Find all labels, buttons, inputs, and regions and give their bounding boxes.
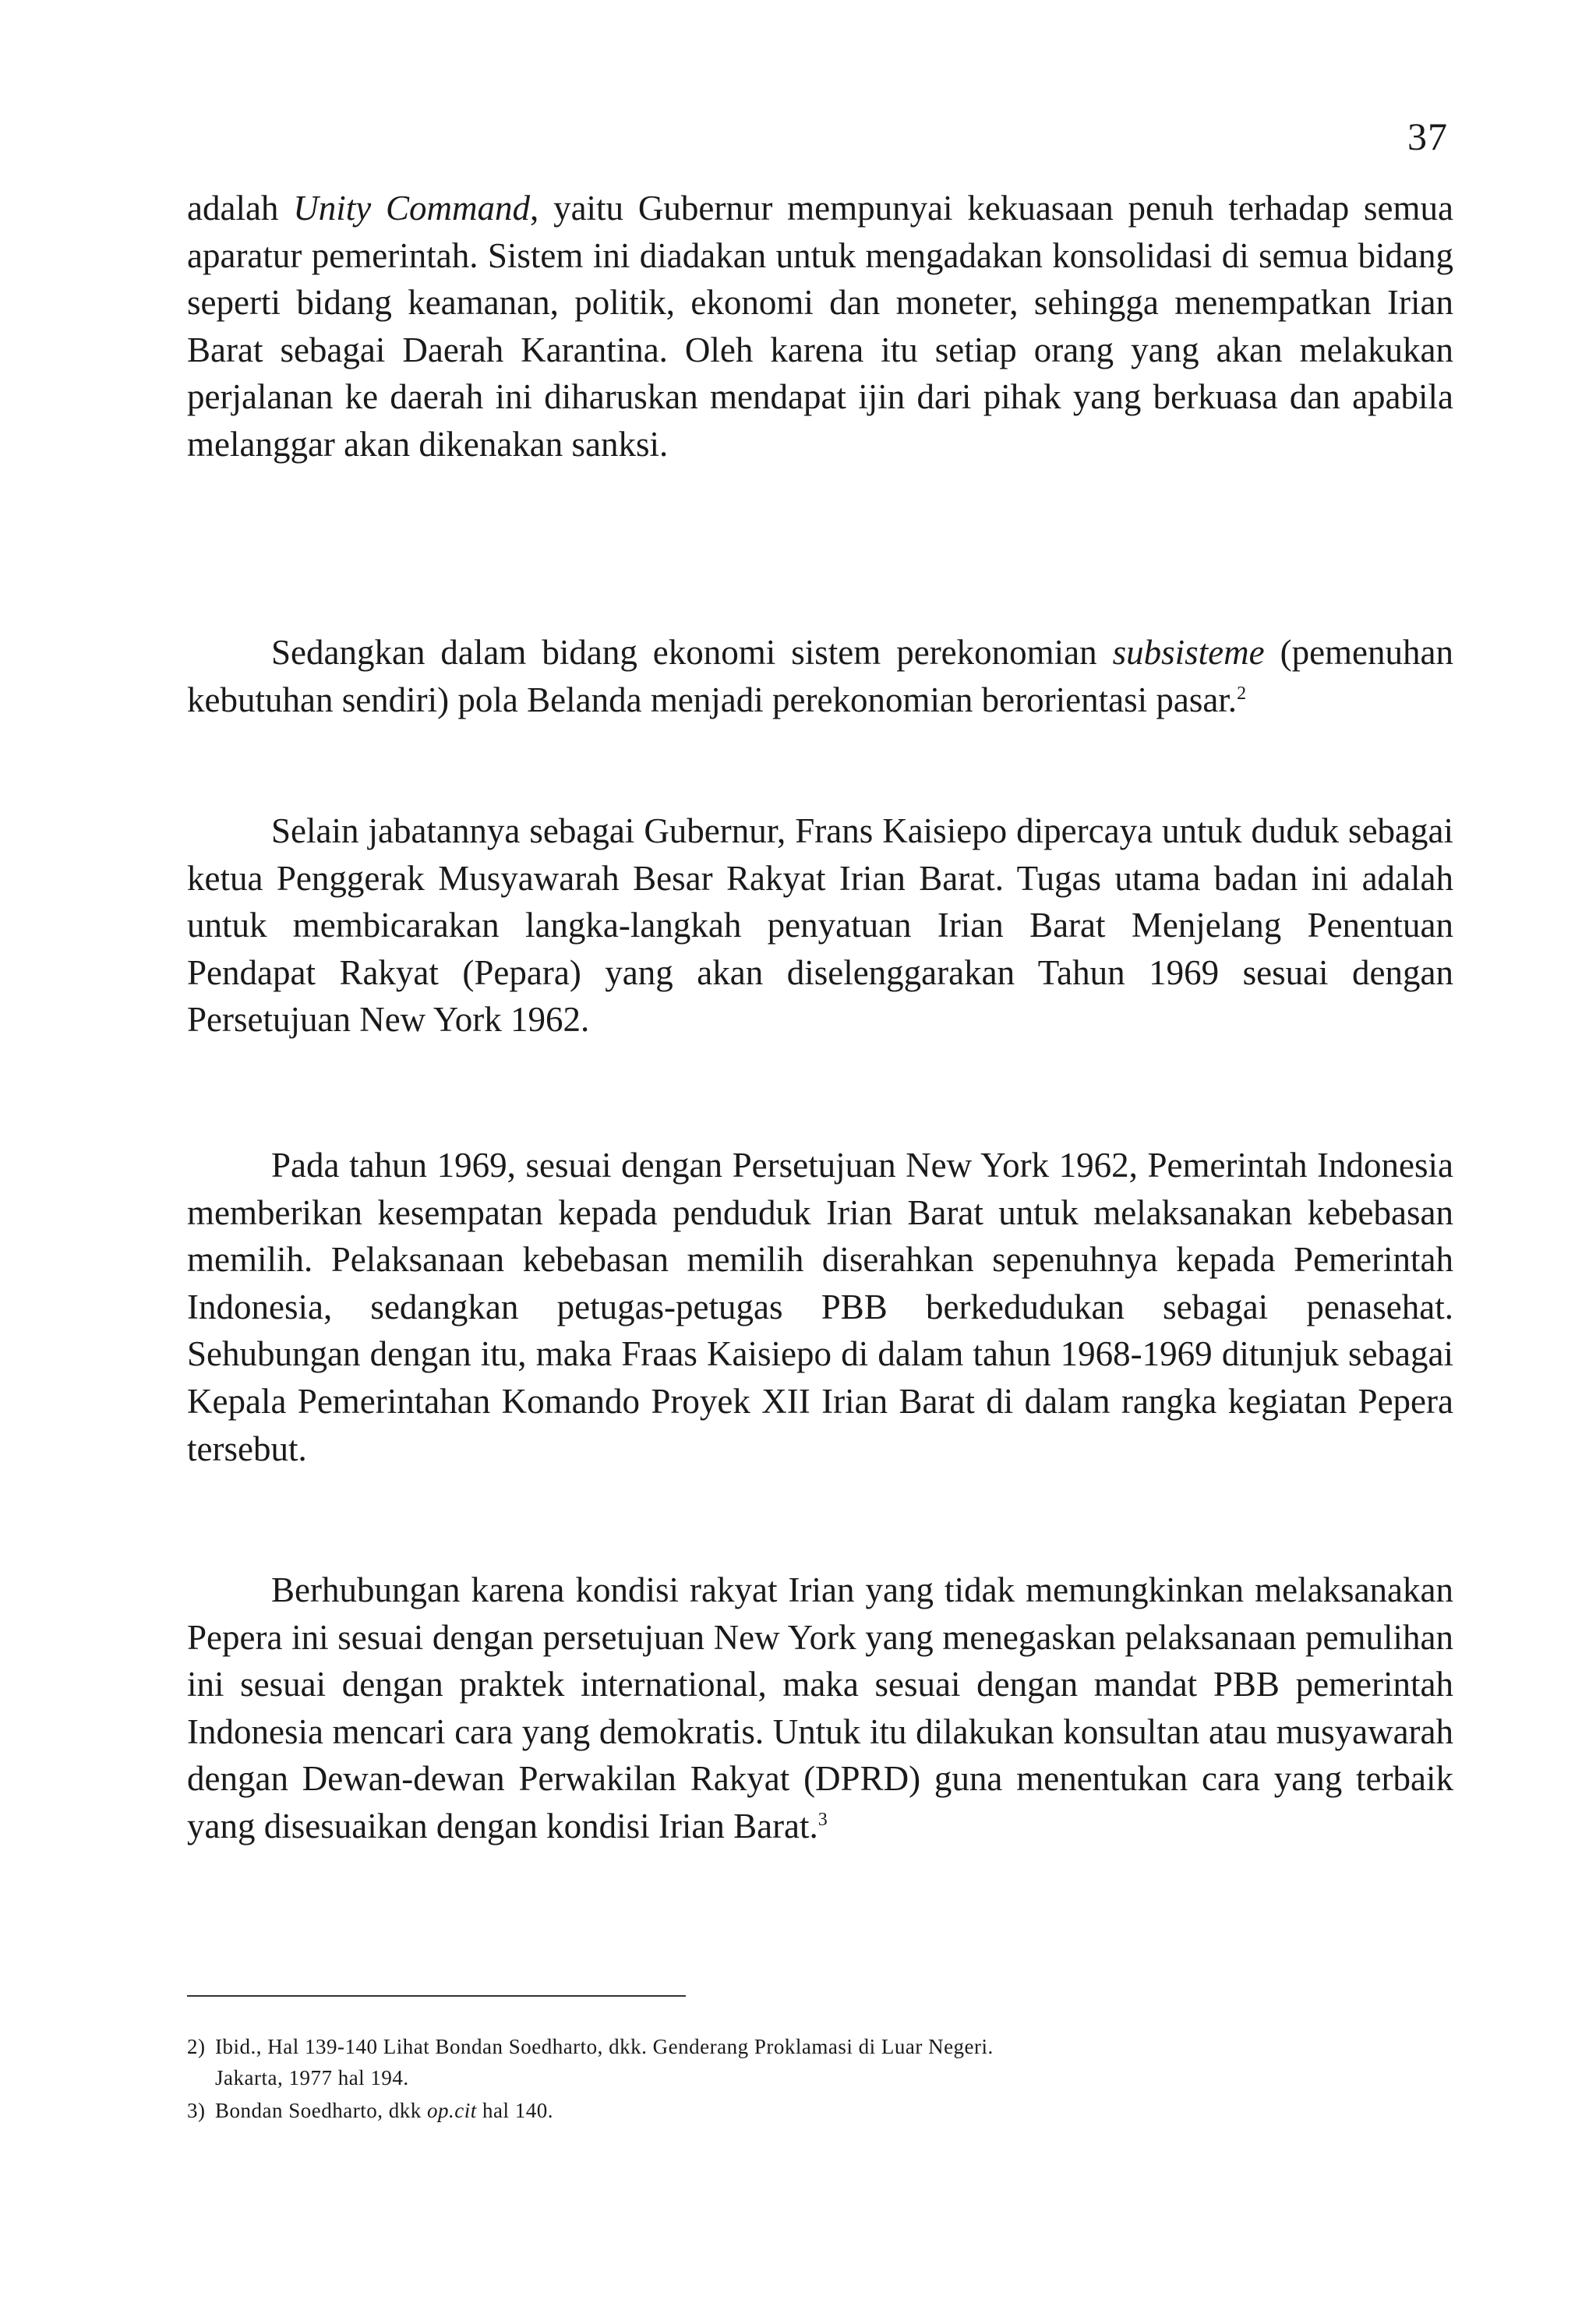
paragraph-text xyxy=(187,629,1453,723)
text-run: Berhubungan karena kondisi rakyat Irian yang tidak memungkinkan melaksanakan Pepera ini sesuai dengan persetujuan New York yang menegaskan pelaksanaan pemulihan ini sesuai dengan praktek international, maka sesuai dengan mandat PBB pemerintah Indonesia mencari cara yang demokratis. Untuk itu dilakukan konsultan atau musyawarah dengan Dewan-dewan Perwakilan Rakyat (DPRD) guna menentukan cara yang terbaik yang disesuaikan dengan kondisi Irian Barat. xyxy=(187,1570,1453,1846)
footnote-ref-2: 2 xyxy=(1237,683,1247,704)
footnote-text: Ibid., Hal 139-140 Lihat Bondan Soedharto, dkk. Genderang Proklamasi di Luar Negeri. xyxy=(215,2035,994,2058)
paragraph-2 xyxy=(187,629,1453,723)
text-run: (pemenuhan kebutuhan sendiri) pola Belanda menjadi perekonomian berorientasi pasar. xyxy=(187,633,1453,719)
paragraph-1 xyxy=(187,185,1453,468)
footnote-text: hal 140. xyxy=(476,2099,553,2122)
paragraph-text xyxy=(187,1567,1453,1850)
italic-term: Unity Command xyxy=(293,189,531,228)
page-number: 37 xyxy=(1407,115,1448,158)
paragraph-text xyxy=(187,185,1453,468)
paragraph-text: Pada tahun 1969, sesuai dengan Persetujuan New York 1962, Pemerintah Indonesia memberikan kesempatan kepada penduduk Irian Barat untuk melaksanakan kebebasan memilih. Pelaksanaan kebebasan memilih diserahkan sepenuhnya kepada Pemerintah Indonesia, sedangkan petugas-petugas PBB berkedudukan sebagai penasehat. Sehubungan dengan itu, maka Fraas Kaisiepo di dalam tahun 1968-1969 ditunjuk sebagai Kepala Pemerintahan Komando Proyek XII Irian Barat di dalam rangka kegiatan Pepera tersebut. xyxy=(187,1146,1453,1468)
footnote-text: Bondan Soedharto, dkk xyxy=(215,2099,427,2122)
footnotes xyxy=(187,2031,1453,2128)
paragraph-4 xyxy=(187,1142,1453,1472)
paragraph-5 xyxy=(187,1567,1453,1850)
footnote-ref-3: 3 xyxy=(817,1809,828,1830)
footnote-text-continued: Jakarta, 1977 hal 194. xyxy=(215,2066,409,2089)
paragraph-3 xyxy=(187,807,1453,1044)
footnote-2 xyxy=(187,2031,1453,2093)
footnote-italic: op.cit xyxy=(426,2099,477,2122)
footnote-number: 2) xyxy=(187,2035,206,2058)
footnote-divider xyxy=(187,1995,686,1997)
text-run: , yaitu Gubernur mempunyai kekuasaan penuh terhadap semua aparatur pemerintah. Sistem ini diadakan untuk mengadakan konsolidasi di semua bidang seperti bidang keamanan, politik, ekonomi dan moneter, sehingga menempatkan Irian Barat sebagai Daerah Karantina. Oleh karena itu setiap orang yang akan melakukan perjalanan ke daerah ini diharuskan mendapat ijin dari pihak yang berkuasa dan apabila melanggar akan dikenakan sanksi. xyxy=(187,189,1454,464)
footnote-3 xyxy=(187,2095,1453,2126)
italic-term: subsisteme xyxy=(1112,633,1265,672)
text-run: adalah xyxy=(187,189,294,228)
text-run: Sedangkan dalam bidang ekonomi sistem perekonomian xyxy=(271,633,1113,672)
paragraph-text: Selain jabatannya sebagai Gubernur, Frans Kaisiepo dipercaya untuk duduk sebagai ketua Penggerak Musyawarah Besar Rakyat Irian Barat. Tugas utama badan ini adalah untuk membicarakan langka-langkah penyatuan Irian Barat Menjelang Penentuan Pendapat Rakyat (Pepara) yang akan diselenggarakan Tahun 1969 sesuai dengan Persetujuan New York 1962. xyxy=(187,811,1453,1040)
footnote-number: 3) xyxy=(187,2099,206,2122)
